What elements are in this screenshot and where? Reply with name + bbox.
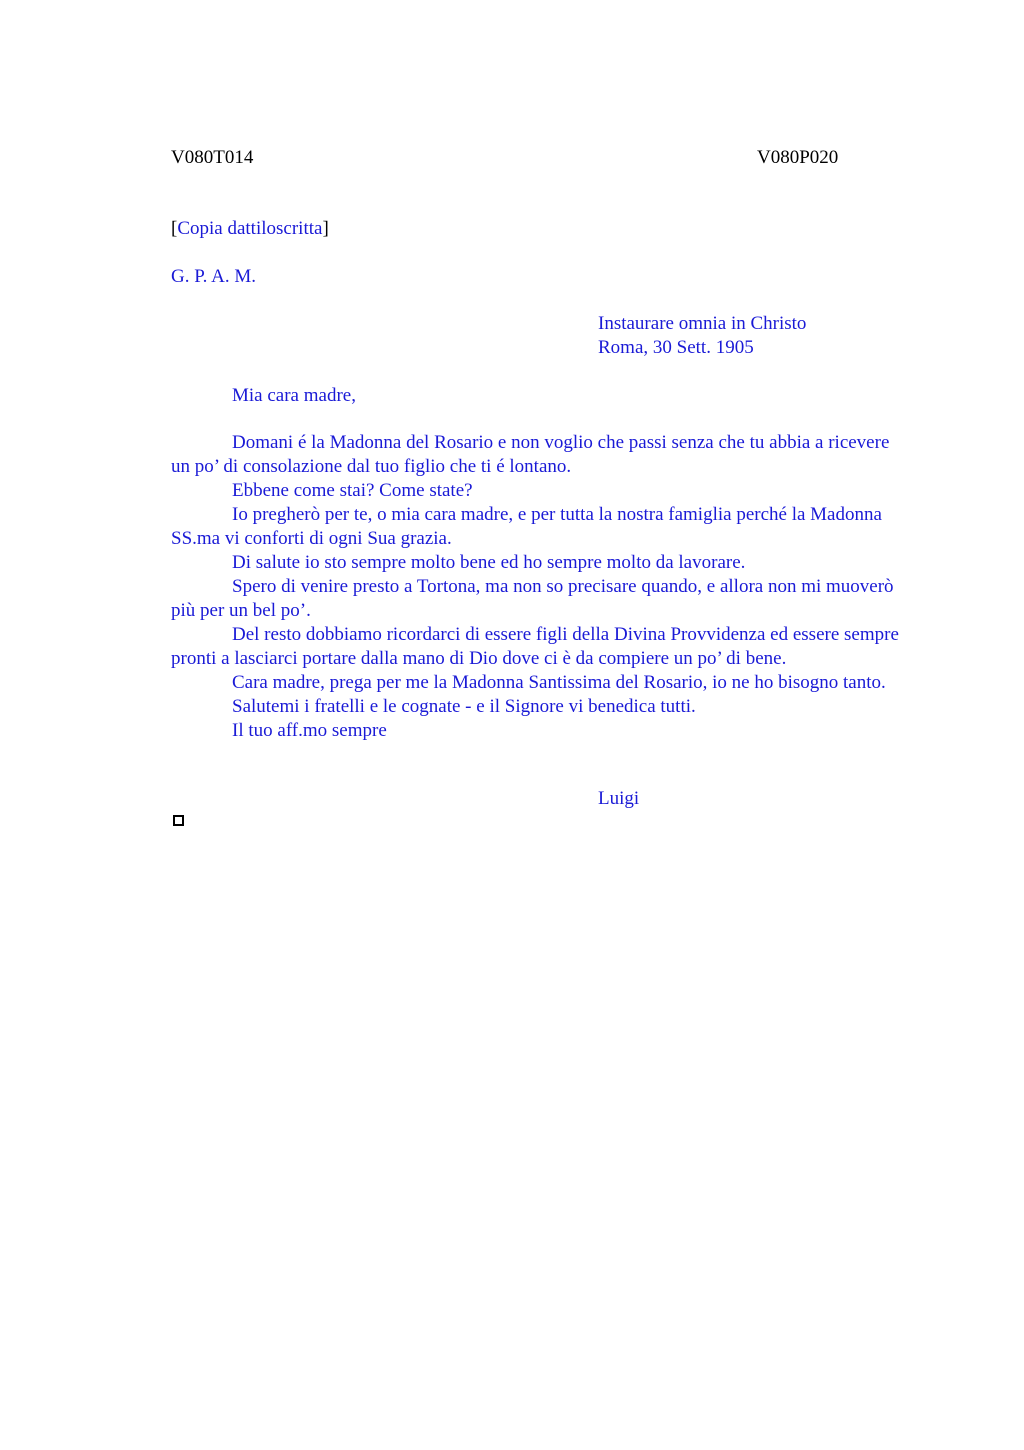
letter-dateline: Roma, 30 Sett. 1905 <box>598 337 754 358</box>
letter-paragraph: Spero di venire presto a Tortona, ma non so precisare quando, e allora non mi muoverò più per un bel po’. <box>171 576 894 621</box>
letter-paragraph: Domani é la Madonna del Rosario e non voglio che passi senza che tu abbia a ricevere un po’ di consolazione dal tuo figlio che ti é lontano. <box>171 432 890 477</box>
end-of-document-box-icon <box>173 815 184 826</box>
copy-note-label: Copia dattiloscritta <box>177 218 323 239</box>
letter-salutation: Mia cara madre, <box>232 385 356 406</box>
close-bracket: ] <box>322 218 329 239</box>
letter-signature: Luigi <box>598 788 640 809</box>
open-bracket: [ <box>171 218 178 239</box>
letter-paragraph: Di salute io sto sempre molto bene ed ho sempre molto da lavorare. <box>232 552 746 573</box>
letter-paragraph: Salutemi i fratelli e le cognate - e il Signore vi benedica tutti. <box>232 696 696 717</box>
letter-closing: Il tuo aff.mo sempre <box>232 720 387 741</box>
letter-body <box>171 431 911 743</box>
letter-paragraph: Cara madre, prega per me la Madonna Santissima del Rosario, io ne ho bisogno tanto. <box>232 672 886 693</box>
letter-paragraph: Io pregherò per te, o mia cara madre, e per tutta la nostra famiglia perché la Madonna SS.ma vi conforti di ogni Sua grazia. <box>171 504 882 549</box>
document-code-right: V080P020 <box>757 147 839 168</box>
letter-paragraph: Del resto dobbiamo ricordarci di essere figli della Divina Provvidenza ed essere sempre pronti a lasciarci portare dalla mano di Dio dove ci è da compiere un po’ di bene. <box>171 624 899 669</box>
document-code-left: V080T014 <box>171 147 254 168</box>
letter-paragraph: Ebbene come stai? Come state? <box>232 480 473 501</box>
letter-motto: Instaurare omnia in Christo <box>598 313 807 334</box>
typescript-copy-note <box>171 217 329 241</box>
letter-initials: G. P. A. M. <box>171 266 256 287</box>
